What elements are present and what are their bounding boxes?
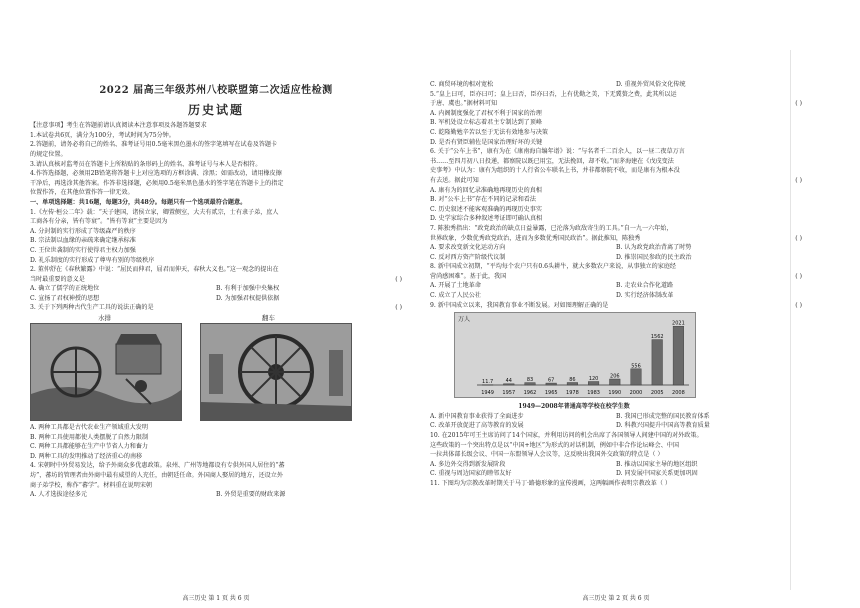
option: C. 两种工具都能够在生产中节省人力和畜力	[30, 443, 149, 451]
option: B. 宗法制以血缘的亲疏来确定继承标准	[30, 237, 136, 245]
data-label: 2021	[672, 320, 685, 327]
data-label: 67	[548, 377, 555, 384]
exam-title: 2022 届高三年级苏州八校联盟第二次适应性检测	[99, 85, 333, 96]
question-7-stem: 世界政象，少数优秀政党政治，进而为多数优秀国民政治”。据此推知，陈独秀 ( )	[430, 234, 802, 242]
enrollment-bar-chart	[454, 312, 696, 398]
x-tick-label: 2000	[629, 390, 643, 397]
option-row: C. 改革开放促进了高等教育的发展 D. 科教兴国提升中国高等教育质量	[430, 422, 710, 430]
question-8-stem: 营尚感困难”。基于此，我国 ( )	[430, 272, 802, 280]
option: B. 军机处设立标志着君主专制达到了顶峰	[430, 119, 542, 127]
answer-paren: ( )	[395, 304, 402, 312]
answer-paren: ( )	[795, 234, 802, 242]
option: B. 对“公车上书”存在不同的记录和看法	[430, 196, 536, 204]
question-11-stem: 11. 下图均为宗教改革时期关于马丁·路德形象的宣传漫画，这两幅画作表明宗教改革（ ）	[430, 480, 671, 487]
notice-line: 位置作答，在其他位置作答一律无效。	[30, 189, 134, 197]
notice-line: 1.本试卷共6页，满分为100分，考试时间为75分钟。	[30, 131, 175, 139]
option: A. 两种工具都是古代农业生产领域重大发明	[30, 424, 148, 432]
option-row: A. 要求改变新文化运动方向 B. 认为政党政治背离了时势	[430, 244, 692, 252]
question-6-stem: 史事考》中认为：康有为组织的十人行省公车联名上书，并非都察院不收，而是康有为根本没	[430, 167, 680, 175]
option-row: A. 确立了儒学的正统地位 B. 有利于加强中央集权	[30, 285, 280, 293]
answer-paren: ( )	[395, 275, 402, 283]
x-tick-label: 2005	[650, 390, 664, 397]
answer-paren: ( )	[795, 272, 802, 280]
notice-line: 的规定位置。	[30, 150, 67, 158]
question-7-stem: 7. 陈独秀指出：“政党政治的缺点日益暴露，已沦落为政敌寄生的工具。”自一九一六年始，	[430, 224, 673, 232]
question-4-stem: 4. 宋朝时中外贸易发达，给予外商众多优惠政策。泉州、广州等地都设有专供外国人居住的“蕃	[30, 462, 285, 470]
option: D. 是否有贤臣辅佐是国家治理好坏的关键	[430, 138, 543, 146]
question-1-stem: 1.《左传·桓公二年》载：“天子建国，诸侯立家，卿置侧室，大夫有贰宗，士有隶子弟，庶人	[30, 208, 279, 216]
question-5-stem: 5.“皇上曰可，臣亦曰可；皇上曰否，臣亦曰否，上有优勤之美，下无冀赘之费，此其所以运	[430, 90, 677, 98]
chart-bar	[652, 340, 663, 385]
answer-paren: ( )	[795, 301, 802, 309]
dragon-backbone-waterwheel-illustration	[200, 323, 352, 421]
data-label: 556	[631, 363, 641, 370]
question-6-stem: 6. 关于“公车上书”，康有为在《康南海自编年谱》说：“与名者千二百余人，以一昼二夜草万言	[430, 148, 685, 156]
question-4-stem: 商子弟学校，称作“蕃学”。材料重在说明宋朝	[30, 481, 153, 489]
x-tick-label: 2008	[672, 390, 685, 397]
question-2-stem: 2. 董仲舒在《春秋繁露》中说：“屈民而伸君，屈君而伸天，春秋大义也。”这一观念的提出在	[30, 266, 279, 274]
x-tick-label: 1978	[566, 390, 579, 397]
x-tick-label: 1962	[523, 390, 537, 397]
x-tick-label: 1965	[544, 390, 558, 397]
chart-bar	[673, 326, 684, 385]
exam-page-2	[430, 80, 802, 603]
data-label: 86	[569, 377, 576, 384]
notice-line: 【注意事项】考生在答题前请认真阅读本注意事项及各题答题要求	[30, 122, 207, 130]
option-row: C. 成立了人民公社 D. 实行经济体制改革	[430, 292, 674, 300]
chart-bar	[631, 369, 642, 385]
question-10-stem: 这些政策的一个突出特点是以“中国+地区”为形式的对话机制，例如中非合作论坛峰会、中国	[430, 441, 679, 449]
question-1-stem: 工商各有分亲，皆有等衰”。“皆有等衰”主要是因为	[30, 218, 168, 226]
option: A. 分封制的实行形成了等级森严的秩序	[30, 227, 136, 235]
figure-label-shuipai: 水排	[98, 314, 111, 323]
data-label: 1562	[650, 334, 664, 341]
data-label: 44	[505, 378, 512, 385]
question-6-stem: 有去送。据此可知 ( )	[430, 176, 802, 184]
x-tick-label: 1990	[608, 390, 622, 397]
notice-line: 3.请认真核对监考员在答题卡上所粘贴的条形码上的姓名、准考证号与本人是否相符。	[30, 160, 262, 168]
option: C. 王位世袭制的实行使得君主权力加强	[30, 246, 136, 254]
option: C. 乾隆勤勉辛苦以至于无法有效地参与决策	[430, 128, 549, 136]
option: C. 历史叙述不能客观准确的再现历史事实	[430, 205, 542, 213]
notice-line: 2.答题前，请务必将自己的姓名、准考证号用0.5毫米黑色墨水的签字笔填写在试卷及答题卡	[30, 141, 278, 149]
option-row: C. 重视与周边国家的睦邻友好 D. 同发展中国家关系更加巩固	[430, 470, 698, 478]
chart-bar	[610, 379, 621, 385]
question-10-stem: 一拉共体部长级会议、中国一东盟领导人会议等，这反映出我国外交政策的特点是（ ）	[430, 451, 664, 459]
data-label: 206	[610, 373, 620, 380]
x-tick-label: 1949	[481, 390, 494, 397]
question-2-stem: 当时最重要的意义是 ( )	[30, 275, 402, 283]
exam-page-1	[30, 80, 402, 603]
answer-paren: ( )	[795, 176, 802, 184]
chart-canvas	[455, 313, 695, 397]
option: D. 两种工具的发明推动了经济重心的南移	[30, 452, 143, 460]
data-label: 83	[526, 377, 534, 384]
question-10-stem: 10. 在2015年可王主席访问了14个国家，并利用访问的机会出席了各国领导人间建中国的对外政策。	[430, 432, 703, 440]
figure-label-fanche: 翻车	[262, 314, 275, 323]
option: D. 礼乐制度的实行形成了尊卑有别的等级秩序	[30, 256, 155, 264]
x-tick-label: 1957	[502, 390, 516, 397]
page-footer: 高三历史 第 2 页 共 6 页	[582, 595, 650, 603]
question-9-stem: 9. 新中国成立以来，我国教育事业不断发展。对如图理解正确的是 ( )	[430, 301, 802, 309]
section-heading: 一、单项选择题：共16题，每题3分，共48分。每题只有一个选项最符合题意。	[30, 198, 247, 206]
question-8-stem: 8. 新中国成立初期，“平均每个农户只有0.6头耕牛，就大多数农户来说，从事独立的家庭经	[430, 263, 677, 271]
chart-title: 1949—2008年普通高等学校在校学生数	[518, 403, 630, 411]
option-row: A. 开展了土地革命 B. 走农业合作化道路	[430, 282, 674, 290]
option: B. 两种工具使用都使人类摆脱了自然力限制	[30, 433, 149, 441]
x-tick-label: 1983	[587, 390, 600, 397]
question-6-stem: 书……至四月初八日投递，都察院以既已用宝，无法挽回，却不收。”而茅海建在《戊戌变法	[430, 157, 674, 165]
option: D. 史学家综合多种叙述考证即可确认真相	[430, 215, 543, 223]
option-row: A. 人才选拔途径多元 B. 外贸是重要的财政来源	[30, 491, 286, 499]
notice-block	[30, 121, 402, 198]
answer-paren: ( )	[795, 100, 802, 108]
exam-subtitle: 历史试题	[187, 102, 244, 117]
question-3-stem: 3. 关于下列两种古代生产工具的说法正确的是 ( )	[30, 304, 402, 312]
option-row: A. 新中国教育事业获得了全面进步 B. 我国已形成完整的国民教育体系	[430, 412, 710, 420]
notice-line: 4.作答选择题，必须用2B铅笔将答题卡上对应选项的方框涂满、涂黑；如需改动，请用橡皮擦	[30, 170, 282, 178]
data-label: 120	[588, 376, 599, 383]
option-row: C. 反对西方资产阶级代议制 D. 推崇国民参政的民主政治	[430, 253, 692, 261]
option-row: C. 商贸环境的相对宽松 D. 重视外贸风俗文化传统	[430, 81, 686, 88]
question-4-stem: 坊”，蕃坊的管理者由外商中最有威望的人充任，由朝廷任命。外国商人娶居的地方，还设立外	[30, 472, 283, 480]
water-bellows-illustration	[30, 323, 182, 421]
option-row: C. 宣扬了君权神授的思想 D. 为加强君权提供依据	[30, 294, 280, 302]
question-5-stem: 于唐、虞也。”据材料可知 ( )	[430, 100, 802, 108]
notice-line: 干净后，再选涂其他答案。作答非选择题，必须用0.5毫米黑色墨水的签字笔在答题卡上的指定	[30, 179, 284, 187]
question-3-figures	[30, 315, 402, 421]
data-label: 11.7	[482, 379, 494, 386]
chart-bar	[588, 382, 599, 385]
y-axis-label: 万人	[458, 316, 471, 324]
option: A. 康有为的回忆录准确地再现历史的真相	[430, 186, 542, 194]
option: A. 内阁制度强化了君权不利于国家的治理	[430, 109, 542, 117]
page-footer: 高三历史 第 1 页 共 6 页	[182, 595, 250, 603]
option-row: A. 多边外交得到新发展阶段 B. 推动以国家主导的地区组织	[430, 460, 698, 468]
